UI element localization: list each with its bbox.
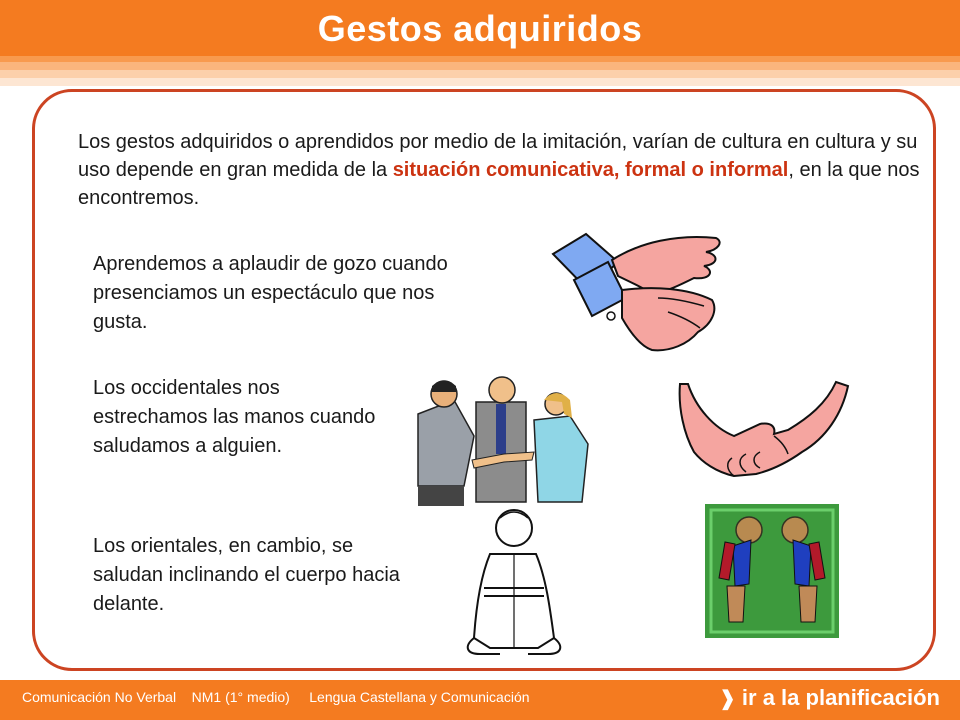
planning-link-label: ir a la planificación: [741, 685, 940, 710]
chevron-right-icon: ❱: [719, 688, 736, 710]
clapping-hands-image: [548, 232, 728, 357]
bowing-person-image: [450, 508, 580, 656]
page-title: Gestos adquiridos: [317, 8, 643, 49]
applause-text: Aprendemos a aplaudir de gozo cuando presenciamos un espectáculo que nos gusta.: [93, 253, 448, 333]
bowing-figures-image: [705, 504, 839, 638]
handshake-text: Los occidentales nos estrechamos las manos cuando saludamos a alguien.: [93, 377, 376, 457]
handshake-image: [676, 378, 866, 484]
bow-text: Los orientales, en cambio, se saludan inclinando el cuerpo hacia delante.: [93, 535, 400, 615]
header-stripe: [0, 62, 960, 70]
footer-text: Comunicación No Verbal NM1 (1° medio) Lengua Castellana y Comunicación: [22, 689, 530, 705]
intro-text-part1: Los gestos adquiridos o aprendidos por medio de la imitación, varían de cultura en cultura y su uso depende en gran medida de la: [78, 131, 918, 181]
intro-emphasis: situación comunicativa, formal o informal: [392, 159, 789, 181]
footer-bar: [0, 680, 960, 720]
title-bar: [0, 0, 960, 56]
intro-text: [78, 128, 938, 212]
intro-text-part2: , en la que nos encontremos.: [78, 159, 920, 209]
planning-link[interactable]: [719, 685, 940, 711]
header-stripe: [0, 70, 960, 78]
header-stripe: [0, 78, 960, 86]
business-greeting-image: [412, 374, 602, 506]
